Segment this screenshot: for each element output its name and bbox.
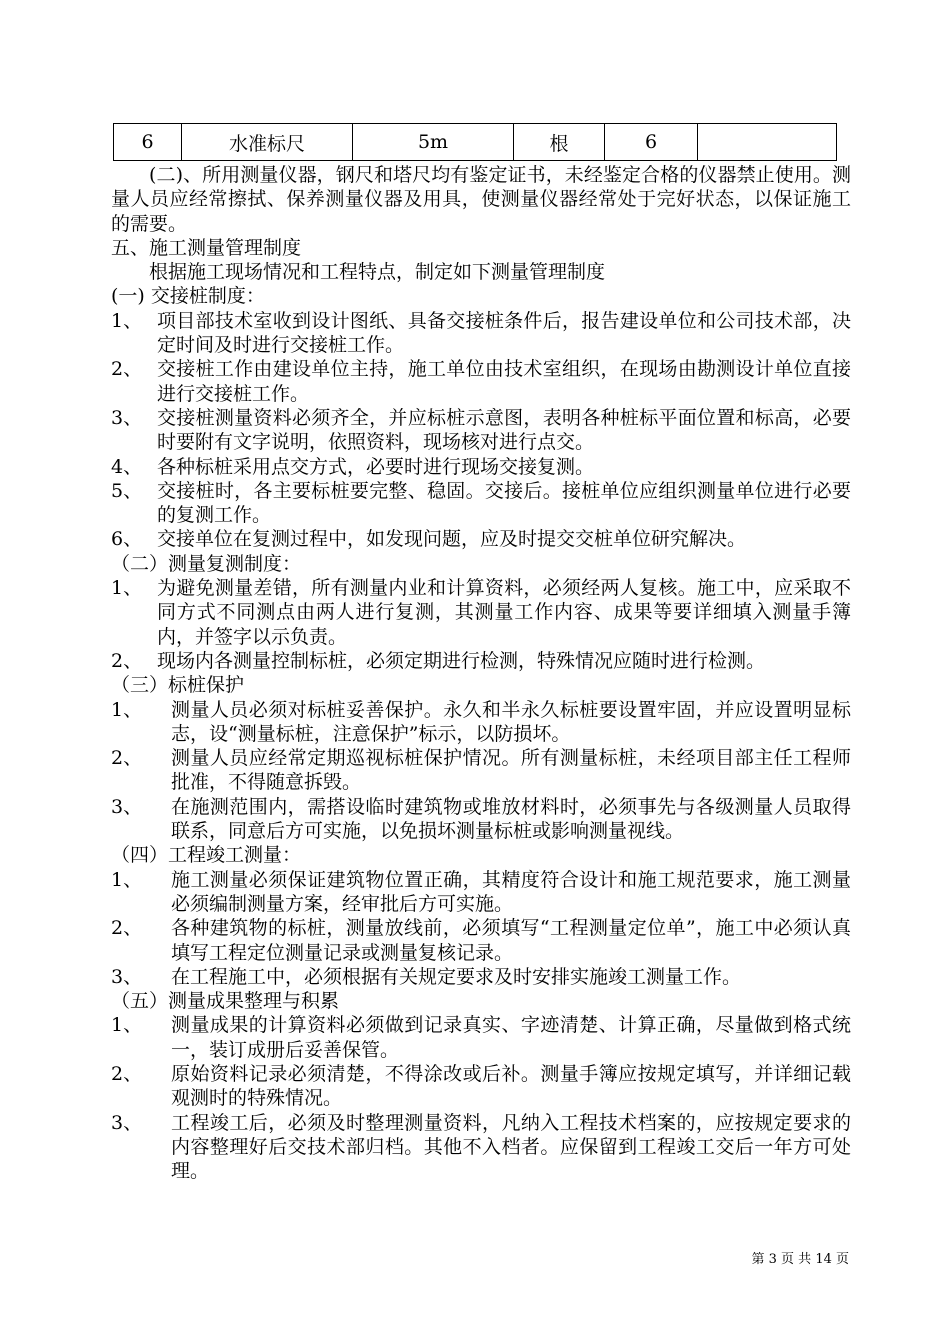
document-body bbox=[111, 163, 851, 1183]
list-item bbox=[111, 479, 851, 528]
page-number-footer: 第 3 页 共 14 页 bbox=[751, 1252, 849, 1267]
subsection-heading: （二）测量复测制度： bbox=[111, 552, 302, 575]
item-number: 2、 bbox=[111, 649, 143, 672]
list-item bbox=[111, 795, 851, 844]
list-item bbox=[111, 1013, 851, 1062]
item-text: 现场内各测量控制标桩，必须定期进行检测，特殊情况应随时进行检测。 bbox=[157, 649, 766, 672]
item-number: 1、 bbox=[111, 1014, 143, 1037]
subsection-heading: (一) 交接桩制度： bbox=[111, 285, 265, 308]
table-cell-qty: 6 bbox=[605, 124, 698, 161]
table-row bbox=[114, 124, 837, 161]
item-number: 3、 bbox=[111, 406, 143, 429]
subsection-heading: （三）标桩保护 bbox=[111, 674, 245, 697]
item-text: 为避免测量差错，所有测量内业和计算资料，必须经两人复核。施工中，应采取不同方式不同测点由两人进行复测，其测量工作内容、成果等要详细填入测量手簿内，并签字以示负责。 bbox=[157, 577, 851, 648]
list-item bbox=[111, 1111, 851, 1184]
item-number: 2、 bbox=[111, 1062, 143, 1085]
item-number: 2、 bbox=[111, 747, 143, 770]
item-number: 4、 bbox=[111, 455, 143, 478]
list-item bbox=[111, 455, 851, 479]
item-text: 项目部技术室收到设计图纸、具备交接桩条件后，报告建设单位和公司技术部，决定时间及时进行交接桩工作。 bbox=[157, 309, 851, 357]
item-text: 交接桩测量资料必须齐全，并应标桩示意图，表明各种桩标平面位置和标高，必要时要附有文字说明，依照资料，现场核对进行点交。 bbox=[157, 406, 851, 454]
item-number: 3、 bbox=[111, 795, 143, 818]
item-text: 在施测范围内，需搭设临时建筑物或堆放材料时，必须事先与各级测量人员取得联系，同意后方可实施，以免损坏测量标桩或影响测量视线。 bbox=[171, 795, 851, 843]
list-item bbox=[111, 649, 851, 673]
list-item bbox=[111, 965, 851, 989]
table-cell-remark bbox=[698, 124, 837, 161]
list-item bbox=[111, 916, 851, 965]
table-cell-no: 6 bbox=[114, 124, 182, 161]
table-cell-unit: 根 bbox=[514, 124, 605, 161]
list-item bbox=[111, 1062, 851, 1111]
item-text: 各种建筑物的标桩，测量放线前，必须填写“工程测量定位单”，施工中必须认真填写工程定位测量记录或测量复核记录。 bbox=[171, 917, 851, 964]
item-number: 1、 bbox=[111, 577, 143, 600]
item-number: 2、 bbox=[111, 358, 143, 381]
item-text: 交接桩工作由建设单位主持，施工单位由技术室组织，在现场由勘测设计单位直接进行交接桩工作。 bbox=[157, 358, 851, 405]
item-number: 1、 bbox=[111, 868, 143, 891]
list-item bbox=[111, 576, 851, 649]
item-text: 工程竣工后，必须及时整理测量资料，凡纳入工程技术档案的，应按规定要求的内容整理好后交技术部归档。其他不入档者。应保留到工程竣工交后一年方可处理。 bbox=[171, 1111, 851, 1183]
subsection-heading: （四）工程竣工测量： bbox=[111, 844, 302, 867]
item-number: 3、 bbox=[111, 1111, 143, 1134]
section-lead: 根据施工现场情况和工程特点，制定如下测量管理制度 bbox=[149, 261, 606, 284]
list-item bbox=[111, 746, 851, 795]
instrument-paragraph: (二)、所用测量仪器，钢尺和塔尺均有鉴定证书，未经鉴定合格的仪器禁止使用。测量人员应经常擦拭、保养测量仪器及用具，使测量仪器经常处于完好状态，以保证施工的需要。 bbox=[111, 164, 851, 235]
list-item bbox=[111, 406, 851, 455]
item-text: 在工程施工中，必须根据有关规定要求及时安排实施竣工测量工作。 bbox=[171, 965, 742, 988]
item-text: 交接桩时，各主要标桩要完整、稳固。交接后。接桩单位应组织测量单位进行必要的复测工作。 bbox=[157, 479, 851, 527]
table-cell-name: 水准标尺 bbox=[182, 124, 353, 161]
item-text: 各种标桩采用点交方式，必要时进行现场交接复测。 bbox=[157, 455, 595, 478]
list-item bbox=[111, 357, 851, 406]
section-heading: 五、施工测量管理制度 bbox=[111, 236, 302, 259]
subsection-heading: （五）测量成果整理与积累 bbox=[111, 990, 340, 1013]
list-item bbox=[111, 309, 851, 358]
item-number: 2、 bbox=[111, 917, 143, 940]
item-number: 5、 bbox=[111, 479, 143, 502]
item-number: 6、 bbox=[111, 528, 143, 551]
equipment-table bbox=[113, 123, 837, 161]
item-text: 测量人员必须对标桩妥善保护。永久和半永久标桩要设置牢固，并应设置明显标志，设“测量标桩，注意保护”标示，以防损坏。 bbox=[171, 698, 851, 745]
item-text: 交接单位在复测过程中，如发现问题，应及时提交交桩单位研究解决。 bbox=[157, 528, 747, 551]
item-number: 3、 bbox=[111, 965, 143, 988]
list-item bbox=[111, 527, 851, 551]
item-text: 测量人员应经常定期巡视标桩保护情况。所有测量标桩，未经项目部主任工程师批准，不得随意拆毁。 bbox=[171, 747, 851, 794]
item-text: 测量成果的计算资料必须做到记录真实、字迹清楚、计算正确，尽量做到格式统一，装订成册后妥善保管。 bbox=[171, 1014, 851, 1061]
item-text: 施工测量必须保证建筑物位置正确，其精度符合设计和施工规范要求，施工测量必须编制测量方案，经审批后方可实施。 bbox=[171, 868, 851, 915]
list-item bbox=[111, 698, 851, 747]
item-number: 1、 bbox=[111, 309, 143, 332]
list-item bbox=[111, 868, 851, 917]
table-cell-spec: 5m bbox=[353, 124, 514, 161]
item-text: 原始资料记录必须清楚，不得涂改或后补。测量手簿应按规定填写，并详细记载观测时的特殊情况。 bbox=[171, 1062, 851, 1110]
item-number: 1、 bbox=[111, 698, 143, 721]
